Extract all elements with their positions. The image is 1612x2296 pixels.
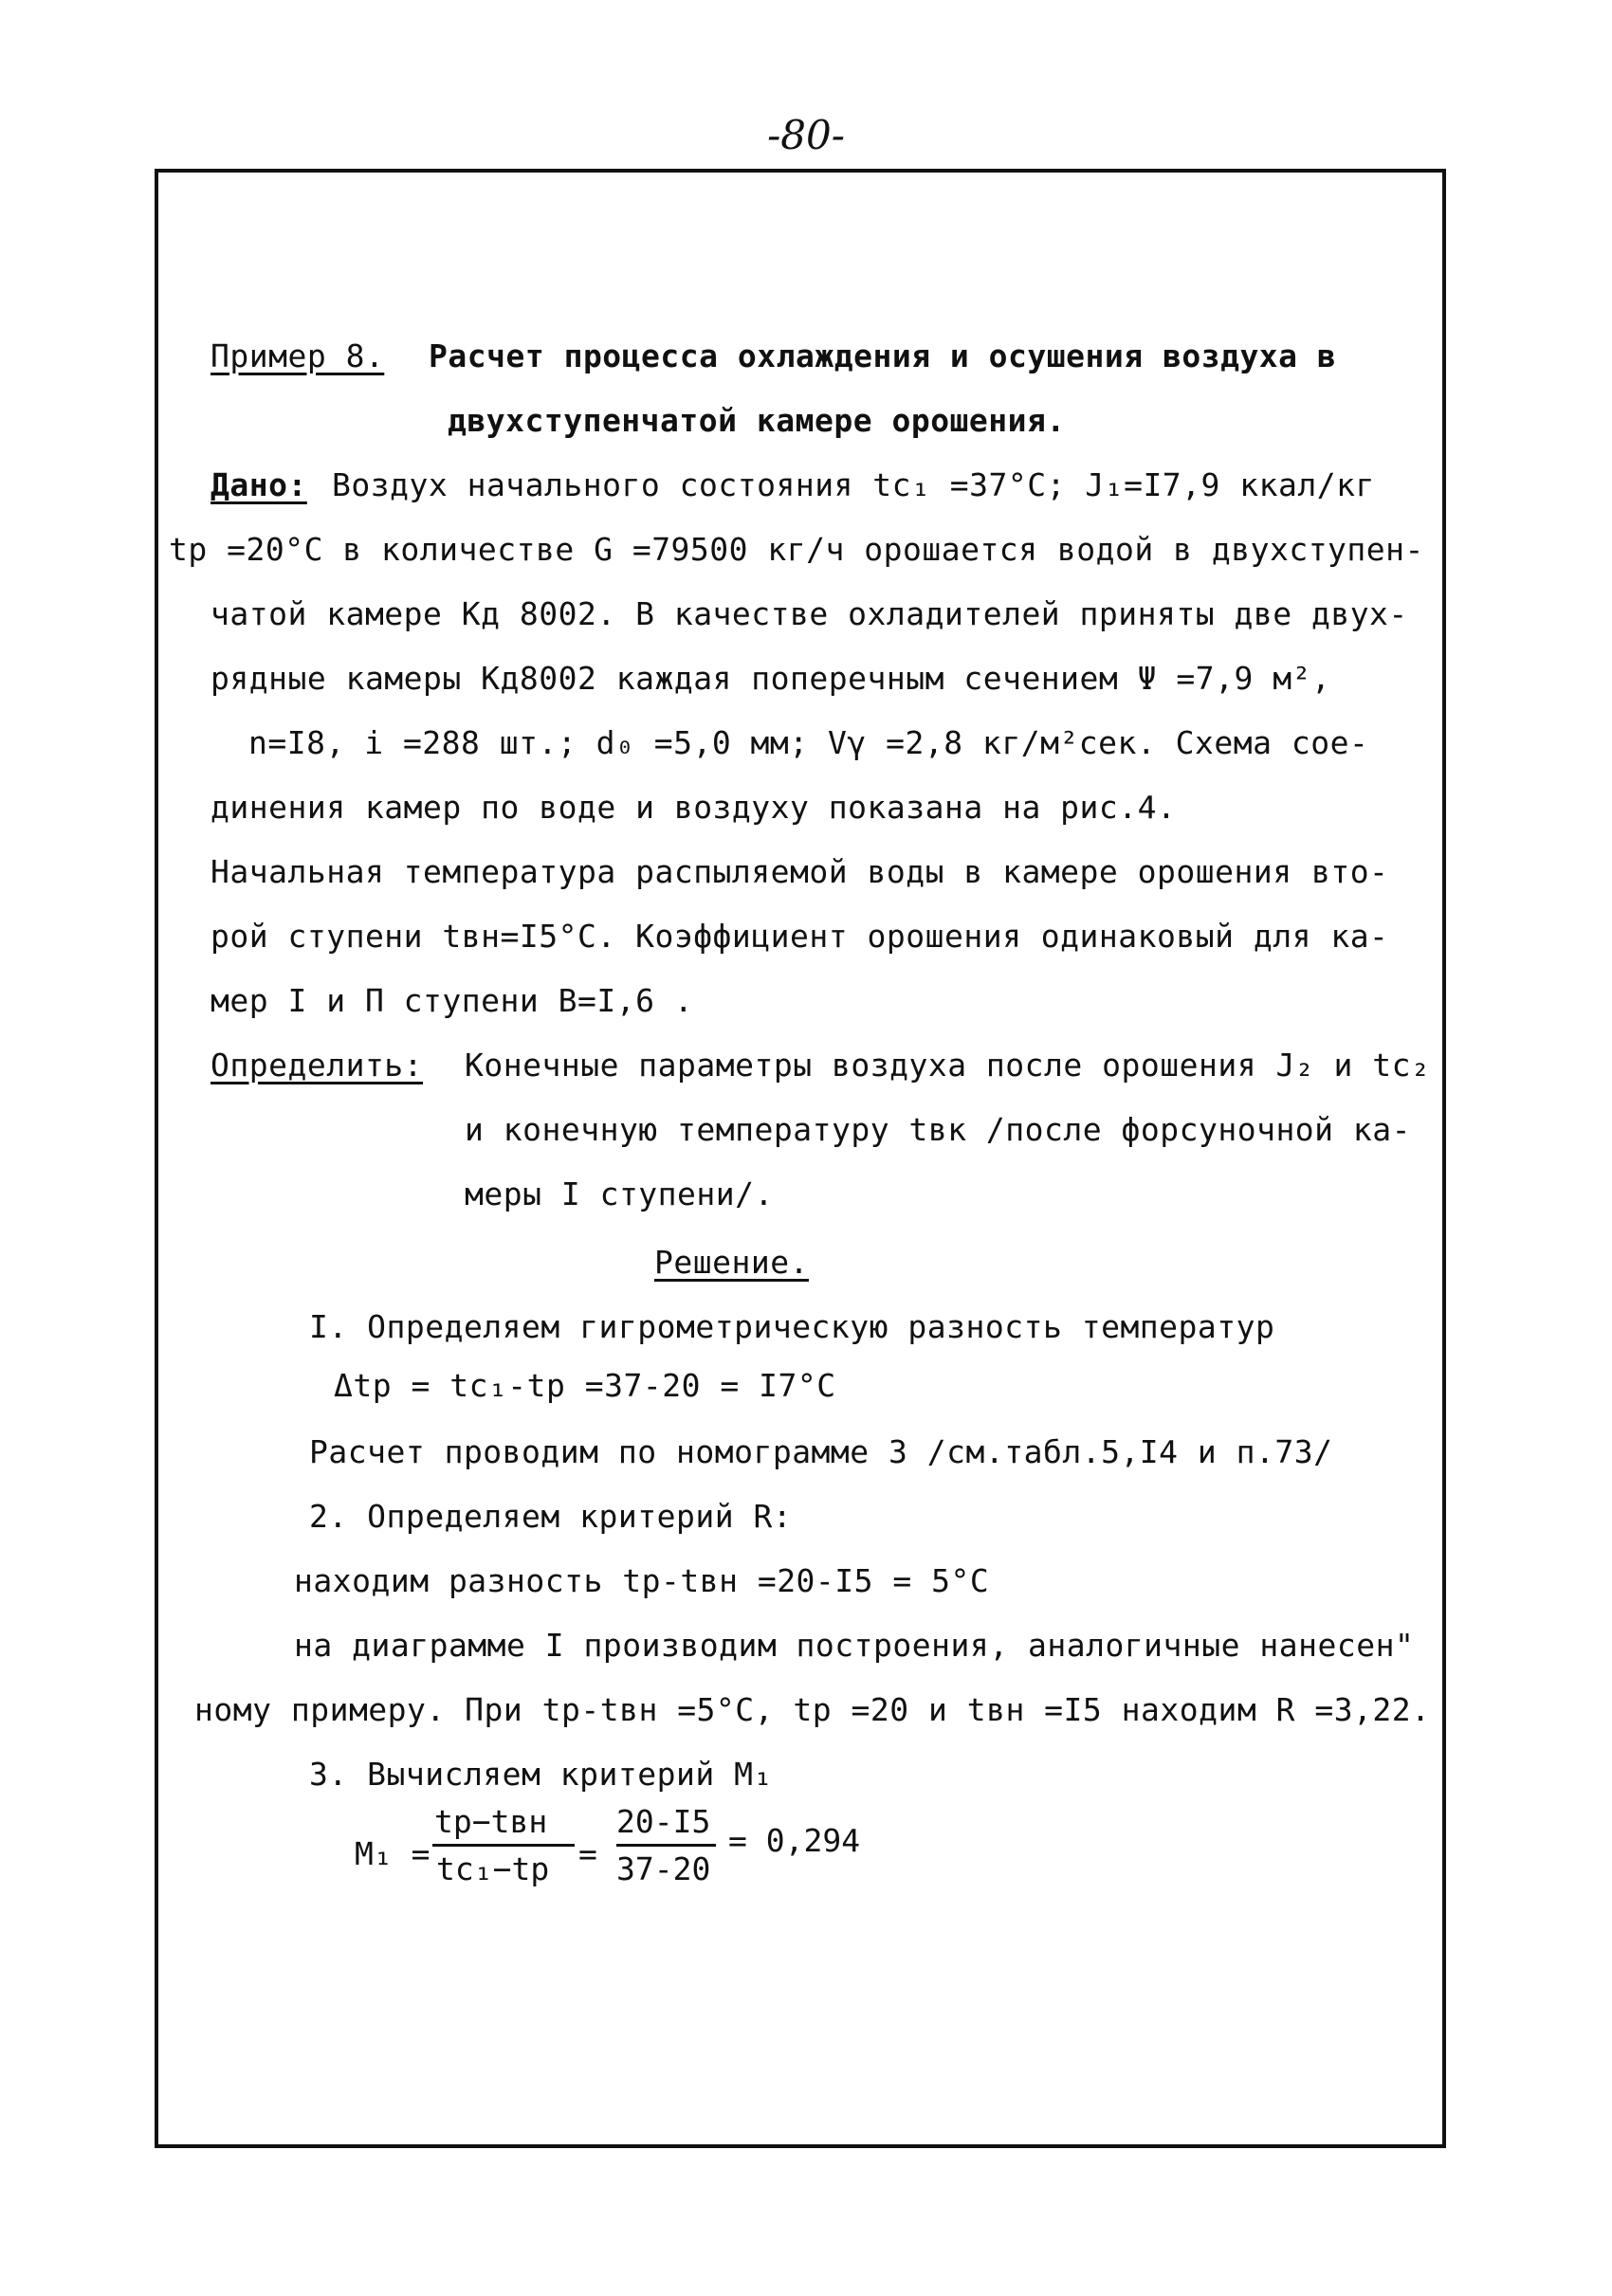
determine-label: Определить:: [211, 1047, 424, 1084]
given-line9: мер I и П ступени В=I,6 .: [211, 982, 694, 1019]
determine-line3: меры I ступени/.: [465, 1175, 774, 1212]
m1-denominator-values: 37-20: [616, 1850, 711, 1887]
given-label: Дано:: [211, 466, 307, 503]
m1-equals: =: [578, 1835, 597, 1872]
solution-step2-line1: находим разность tр-tвн =20-I5 = 5°С: [294, 1562, 990, 1599]
given-line2: tр =20°С в количестве G =79500 кг/ч орошается водой в двухступен-: [169, 531, 1424, 568]
example-title-line1: Расчет процесса охлаждения и осушения воздуха в: [429, 337, 1337, 374]
given-line1: Воздух начального состояния tс₁ =37°С; J₁=I7,9 ккал/кг: [332, 466, 1375, 503]
determine-line1: Конечные параметры воздуха после орошения J₂ и tс₂: [465, 1047, 1431, 1084]
m1-numerator: tр−tвн: [434, 1803, 548, 1840]
given-line7: Начальная температура распыляемой воды в камере орошения вто-: [211, 853, 1389, 890]
solution-step1: I. Определяем гигрометрическую разность температур: [309, 1308, 1275, 1345]
given-line5: n=I8, i =288 шт.; d₀ =5,0 мм; Vγ =2,8 кг/м²сек. Схема сое-: [248, 724, 1369, 761]
example-title-line2: двухступенчатой камере орошения.: [448, 402, 1066, 439]
solution-heading: Решение.: [654, 1244, 809, 1281]
solution-step3: 3. Вычисляем критерий M₁: [309, 1756, 773, 1793]
example-label: Пример 8.: [211, 337, 385, 374]
page-number: -80-: [767, 112, 845, 158]
solution-step1-formula: Δtр = tс₁-tр =37-20 = I7°С: [334, 1367, 836, 1404]
solution-step2-line3: ному примеру. При tр-tвн =5°С, tр =20 и tвн =I5 находим R =3,22.: [194, 1691, 1431, 1728]
m1-result: = 0,294: [728, 1822, 861, 1859]
determine-line2: и конечную температуру tвк /после форсуночной ка-: [465, 1111, 1412, 1148]
solution-step2-line2: на диаграмме I производим построения, аналогичные нанесен": [294, 1627, 1415, 1664]
m1-numerator-values: 20-I5: [616, 1803, 711, 1840]
solution-step1-note: Расчет проводим по номограмме 3 /см.табл.5,I4 и п.73/: [309, 1433, 1333, 1470]
m1-fraction-bar: [432, 1844, 575, 1847]
given-line6: динения камер по воде и воздуху показана на рис.4.: [211, 789, 1177, 826]
m1-lhs: M₁ =: [355, 1835, 430, 1872]
m1-fraction-bar-values: [616, 1844, 716, 1847]
given-line8: рой ступени tвн=I5°С. Коэффициент орошения одинаковый для ка-: [211, 918, 1389, 955]
m1-denominator: tс₁−tр: [436, 1850, 550, 1887]
given-line4: рядные камеры Кд8002 каждая поперечным сечением Ψ =7,9 м²,: [211, 660, 1331, 697]
solution-step2: 2. Определяем критерий R:: [309, 1498, 793, 1535]
given-line3: чатой камере Кд 8002. В качестве охладителей приняты две двух-: [211, 595, 1408, 632]
